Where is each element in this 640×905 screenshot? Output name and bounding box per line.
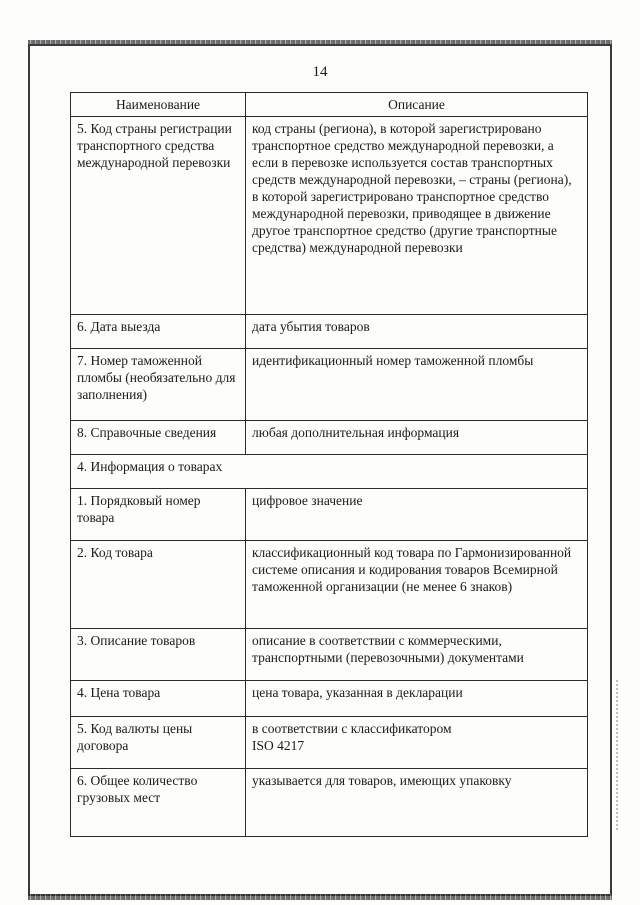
row-name: 1. Порядковый номер товара	[71, 489, 246, 541]
header-name: Наименование	[71, 93, 246, 117]
row-description: код страны (региона), в которой зарегистрировано транспортное средство международной перевозки, а если в перевозке используется состав транспортных средств международной перевозки, – страны (региона), в которой зарегистрировано транспортное средство международной перевозки, приводящее в движение другое транспортное средство (другие транспортные средства) международной перевозки	[246, 117, 588, 315]
scan-margin-mark	[616, 680, 618, 830]
header-description: Описание	[246, 93, 588, 117]
row-description: описание в соответствии с коммерческими, транспортными (перевозочными) документами	[246, 629, 588, 681]
table-row	[71, 117, 588, 315]
row-description: цифровое значение	[246, 489, 588, 541]
page-number: 14	[312, 64, 328, 80]
row-description-line: ISO 4217	[252, 738, 305, 753]
row-name: 4. Цена товара	[71, 681, 246, 717]
spec-table	[70, 92, 588, 837]
row-description: указывается для товаров, имеющих упаковку	[246, 769, 588, 837]
row-name: 5. Код валюты цены договора	[71, 717, 246, 769]
row-name: 6. Дата выезда	[71, 315, 246, 349]
row-name: 6. Общее количество грузовых мест	[71, 769, 246, 837]
row-description-line: в соответствии с классификатором	[252, 721, 452, 736]
table-row	[71, 421, 588, 455]
table-row	[71, 717, 588, 769]
row-name: 5. Код страны регистрации транспортного средства международной перевозки	[71, 117, 246, 315]
page-border-bottom	[28, 894, 612, 900]
table-row	[71, 769, 588, 837]
row-description: классификационный код товара по Гармонизированной системе описания и кодирования товаров Всемирной таможенной организации (не менее 6 знаков)	[246, 541, 588, 629]
section-title: 4. Информация о товарах	[71, 455, 588, 489]
row-description: любая дополнительная информация	[246, 421, 588, 455]
table-row	[71, 681, 588, 717]
table-row	[71, 629, 588, 681]
table-row	[71, 349, 588, 421]
row-description: цена товара, указанная в декларации	[246, 681, 588, 717]
row-name: 2. Код товара	[71, 541, 246, 629]
row-description: идентификационный номер таможенной пломбы	[246, 349, 588, 421]
table-header-row	[71, 93, 588, 117]
row-description	[246, 717, 588, 769]
row-name: 8. Справочные сведения	[71, 421, 246, 455]
section-row	[71, 455, 588, 489]
table-row	[71, 315, 588, 349]
row-name: 7. Номер таможенной пломбы (необязательно для заполнения)	[71, 349, 246, 421]
table-row	[71, 541, 588, 629]
table-row	[71, 489, 588, 541]
row-name: 3. Описание товаров	[71, 629, 246, 681]
row-description: дата убытия товаров	[246, 315, 588, 349]
